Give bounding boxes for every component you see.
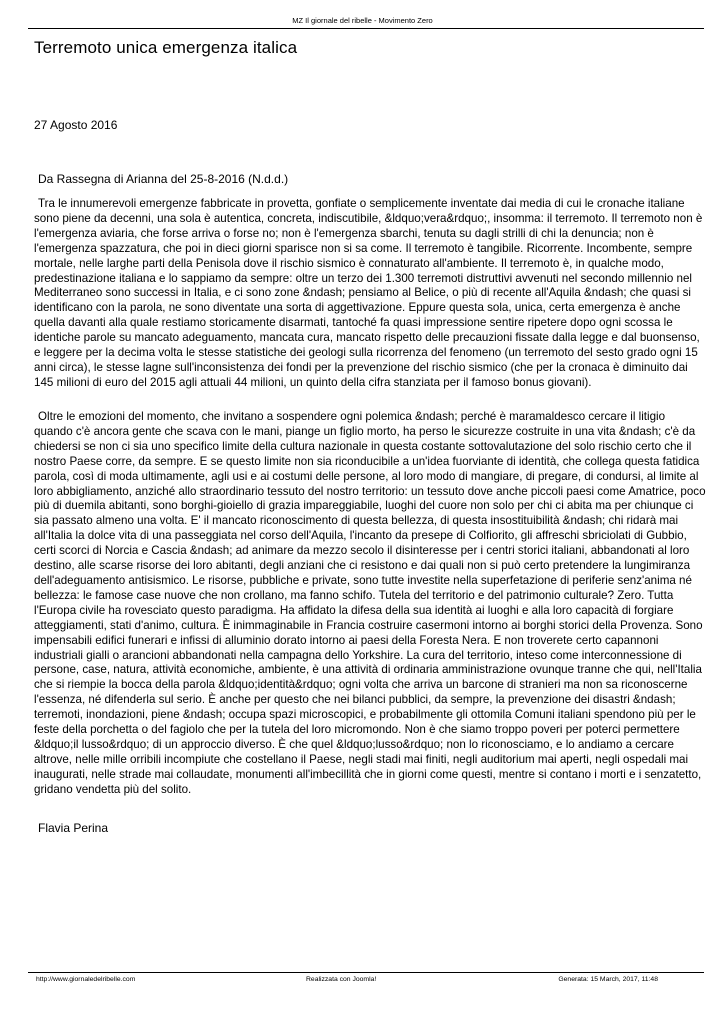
- article-title: Terremoto unica emergenza italica: [34, 38, 298, 57]
- footer: [36, 976, 658, 986]
- article-date: 27 Agosto 2016: [34, 118, 118, 132]
- footer-url: http://www.giornaledelribelle.com: [36, 976, 136, 983]
- article-paragraph: Tra le innumerevoli emergenze fabbricate in provetta, gonfiate o semplicemente inventate dai media di cui le cronache italiane sono piene da decenni, una sola è autentica, concreta, indiscutibile, &ldquo;vera&rdquo;, insomma: il terremoto. Il terremoto non è l'emergenza aviaria, che forse arriva o forse no; non è l'emergenza sbarchi, tenuta su dagli strilli di chi la denuncia; non è l'emergenza spazzatura, che poi in dieci giorni sparisce non si sa come. Il terremoto è tangibile. Ricorrente. Incombente, sempre mortale, nelle larghe parti della Penisola dove il rischio sismico è connaturato all'ambiente. Il terremoto è, in qualche modo, predestinazione italiana e lo sappiamo da sempre: oltre un terzo dei 1.300 terremoti distruttivi avvenuti nel secondo millennio nel Mediterraneo sono successi in Italia, e ci sono zone &ndash; pensiamo al Belice, o più di recente all'Aquila &ndash; che quasi si identificano con la parola, ne sono diventate una sorta di aggettivazione. Eppure questa sola, unica, certa emergenza è anche quella davanti alla quale restiamo storicamente disarmati, tantoché fa quasi impressione sentire ripetere dopo ogni scossa le identiche parole su mancato adeguamento, mancata cura, mancato rispetto delle precauzioni fissate dalla legge e dal buonsenso, e leggere per la decima volta le stesse statistiche dei geologi sulla ricorrenza del fenomeno (un terremoto del sesto grado ogni 15 anni circa), le stesse lagne sull'inconsistenza dei fondi per la prevenzione del rischio sismico (che per la cronaca è diminuito dai 145 milioni di euro del 2015 agli attuali 44 milioni, un quinto della cifra stanziata per il famoso bonus giovani).: [34, 197, 703, 389]
- article-paragraph: Oltre le emozioni del momento, che invitano a sospendere ogni polemica &ndash; perché è maramaldesco cercare il litigio quando c'è ancora gente che scava con le mani, piange un figlio morto, ha perso le sicurezze costruite in una vita &ndash; c'è da chiedersi se non ci sia uno specifico limite della cultura nazionale in questa costante sottovalutazione del solo rischio certo che il nostro Paese corre, da sempre. E se questo limite non sia riconducibile a un'idea fuorviante di identità, che collega questa fatidica parola, così di moda ultimamente, agli usi e ai costumi delle persone, al loro modo di mangiare, di pregare, di condursi, al limite al loro abbigliamento, anziché allo straordinario tessuto del nostro territorio: un tessuto dove anche piccoli paesi come Amatrice, poco più di duemila abitanti, sono borghi-gioiello di grazia impareggiabile, luoghi del cuore non solo per chi ci abita ma per chiunque ci sia passato almeno una volta. E' il mancato riconoscimento di questa bellezza, di questa insostituibilità &ndash; chi ridarà mai all'Italia la dolce vita di una passeggiata nel corso dell'Aquila, l'incanto da presepe di Colfiorito, gli affreschi sbriciolati di Gubbio, certi scorci di Norcia e Cascia &ndash; ad animare da mezzo secolo il disinteresse per i centri storici italiani, abbandonati al loro destino, alle scarse risorse dei loro abitanti, degli anziani che ci resistono e dai quali non si può certo pretendere la lungimiranza dell'adeguamento antisismico. Le risorse, pubbliche e private, sono tutte investite nella superfetazione di periferie senz'anima né bellezza: le famose case nuove che non crollano, ma fanno schifo. Tutela del territorio e del patrimonio culturale? Zero. Tutta l'Europa civile ha rovesciato questo paradigma. Ha affidato la difesa della sua identità ai luoghi e alla loro capacità di forgiare atteggiamenti, stati d'animo, cultura. È inimmaginabile in Francia costruire casermoni intorno ai borghi storici della Provenza. Sono impensabili edifici funerari e infissi di alluminio dorato intorno ai paesi della Foresta Nera. E non troverete certo capannoni industriali gialli o arancioni abbandonati nella campagna dello Yorkshire. La cura del territorio, inteso come interconnessione di persone, case, natura, attività economiche, ambiente, è una attività di ordinaria amministrazione ovunque tranne che qui, nell'Italia che si riempie la bocca della parola &ldquo;identità&rdquo; ogni volta che arriva un barcone di stranieri ma non sa riconoscerne l'essenza, né difenderla sul serio. È anche per questo che nei bilanci pubblici, da sempre, la prevenzione dei disastri &ndash; terremoti, inondazioni, piene &ndash; occupa spazi microscopici, e probabilmente gli ottomila Comuni italiani spendono più per le feste della porchetta o del fagiolo che per la tutela del loro micromondo. Non è che siamo troppo poveri per poterci permettere &ldquo;il lusso&rdquo; di un approccio diverso. È che quel &ldquo;lusso&rdquo; non lo riconosciamo, e lo andiamo a cercare altrove, nelle mille orribili incompiute che costellano il Paese, negli stadi mai finiti, negli auditorium mai aperti, negli ospedali mai inaugurati, nelle strade mai collaudate, monumenti all'imbecillità che in giorni come questi, mentre si contano i morti e i senzatetto, gridano vendetta più del solito.: [34, 410, 706, 796]
- article-source: Da Rassegna di Arianna del 25-8-2016 (N.d.d.): [38, 172, 289, 186]
- article-author: Flavia Perina: [38, 821, 109, 835]
- header-divider: [28, 28, 704, 29]
- header-site-title: MZ Il giornale del ribelle - Movimento Zero: [292, 16, 433, 25]
- footer-made-with: Realizzata con Joomla!: [306, 976, 377, 983]
- footer-divider: [28, 972, 704, 973]
- footer-generated: Generata: 15 March, 2017, 11:48: [558, 976, 658, 983]
